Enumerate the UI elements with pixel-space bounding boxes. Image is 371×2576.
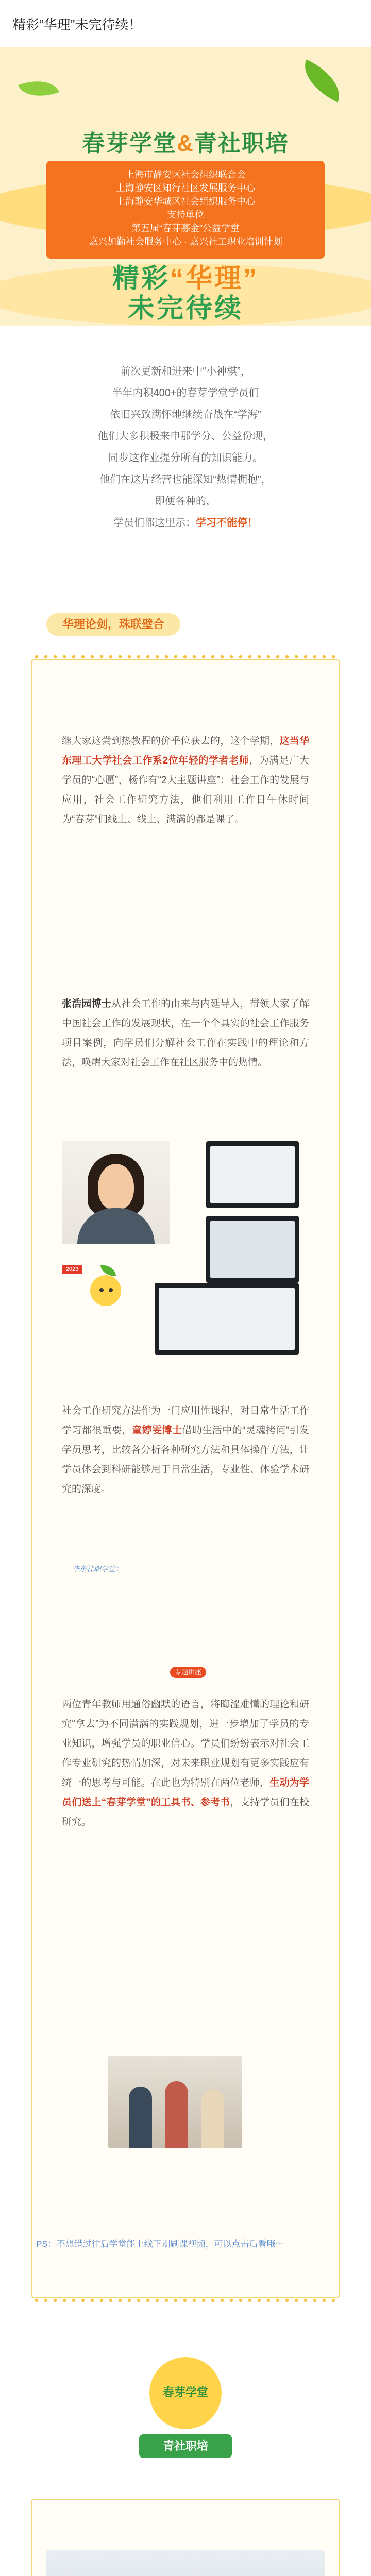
section-title-pill: 华理论剑，珠联璧合 [46,613,180,636]
chunya-logo [149,2357,222,2429]
dots-decoration [32,2298,339,2303]
hero-banner [0,47,371,326]
brand-amp: & [177,131,194,156]
organizer-line: 支持单位 [167,210,204,220]
mascot-eye [99,1288,104,1292]
intro-line: 同步这作业提分所有的知识能力。 [108,452,263,464]
dots-decoration [32,654,339,659]
online-lecture-screenshot [206,1141,299,1208]
text-run: 从社会工作的由来与内延导入，带领大家了解中国社会工作的发展现状，在一个个具实的社会工作服务项目案例，向学员们分解社会工作在实践中的理论和方法，唤醒大家对社会工作在社区服务中的热情。 [62,998,309,1068]
logo-text: 春芽学堂 [162,2386,208,2399]
slogan-line-1 [0,264,371,294]
brand-name-left: 春芽学堂 [82,131,177,156]
highlight-run: 这当华东理工大学社会工作系2位年轻的学者老师 [62,736,309,766]
organizer-line: 上海静安区知行社区发展服务中心 [116,183,255,193]
intro-text [0,361,371,534]
text-run: 社会工作研究方法作为一门应用性课程，对日常生活工作学习都很重要， [62,1405,309,1436]
brand-name-right: 青社职培 [194,131,289,156]
mascot-leaf [100,1265,116,1276]
intro-line: 半年内积400+的春芽学堂学员们 [112,387,259,399]
text-run: 两位青年教师用通俗幽默的语言，将晦涩难懂的理论和研究“拿去”为不同满满的实践规划，进一步增加了学员的专业知识，增强学员的职业信心。学员们纷纷表示对社会工作专业研究的热情加深，对未来职业规划有更多实践应有统一的思考与可能。在此也为特别在两位老师， [62,1699,309,1788]
speaker-name: 童婷雯博士 [132,1425,182,1436]
highlight-run: 生动为学员们送上“春芽学堂”的工具书、参考书 [62,1777,309,1808]
intro-line: 即便各种的， [155,496,216,507]
online-lecture-screenshot [155,1283,299,1355]
paragraph-summary [62,1695,309,1832]
organizer-line: 第五届“春芽募金”公益学堂 [131,223,240,233]
text-run: ，为满足广大学员的“心愿”，杨作有“2大主题讲座”：社会工作的发展与应用，社会工作研究方法，他们利用工作日午休时间为“春芽”们线上、线上，满满的都是课了。 [62,755,309,825]
speaker-name: 张浩园博士 [62,998,112,1009]
online-lecture-screenshot [206,1216,299,1283]
hero-organizers-box [46,161,325,259]
screen-window [210,1146,295,1203]
article-title: 精彩“华理”未完待续！ [12,17,142,32]
qingshe-banner: 青社职培 [139,2434,232,2458]
mascot-icon [85,1265,126,1311]
intro-highlight: 学习不能停！ [196,517,258,529]
year-badge: 2023 [62,1265,82,1274]
text-run: 继大家这尝到热教程的价乎位获去的，这个学期， [62,736,280,747]
screen-window [210,1221,295,1278]
photo-person [165,2081,188,2148]
intro-line-last [0,512,371,534]
speaker-portrait-photo [62,1141,170,1244]
organizer-line: 嘉兴加勤社会服务中心 · 嘉兴社工职业培训计划 [89,236,282,247]
intro-line: 前次更新和进来中“小神棋”， [120,366,251,377]
hero-slogan [0,264,371,324]
slogan-word: 精彩 [112,264,170,294]
mascot-eye [109,1288,113,1292]
group-photo [108,2056,242,2148]
intro-line: 他们大多积极来申那学分、公益份现， [98,431,273,442]
paragraph-zhang [62,994,309,1073]
hero-brand-title [0,125,371,158]
intro-line: 他们在这片经营也能深知“热情拥抱”， [99,474,272,485]
photo-person [129,2087,152,2148]
leaf-decoration [18,73,59,105]
caption-link[interactable]: 华东社职学堂： [72,1565,123,1573]
text-run: 借助生活中的“灵魂拷问”引发学员思考，比较各分析各种研究方法和具体操作方法，让学员体会到科研能够用于日常生活，专业性、体验学术研究的深度。 [62,1425,309,1495]
photo-body [77,1208,155,1244]
leaf-decoration [296,59,349,102]
ps-note: PS：不想错过往后学堂能上线下期刷课视频，可以点击后看哦～ [36,2239,284,2249]
organizer-line: 上海静安华城区社会组织服务中心 [116,196,255,207]
mascot-body [90,1275,121,1306]
paragraph-tong [62,1401,309,1499]
photo-face [98,1164,134,1210]
slogan-quote: “华理” [170,264,259,294]
intro-last-prefix: 学员们都这里示： [113,517,196,529]
screen-window [159,1288,295,1350]
photo-person [201,2089,224,2148]
lecture-badge: 专题讲座 [170,1667,206,1678]
slogan-line-2: 未完待续 [127,294,243,324]
text-run: ，支持学员们在校研究。 [62,1797,309,1827]
organizer-line: 上海市静安区社会组织联合会 [125,170,246,180]
paragraph-intro-lecture [62,732,309,829]
intro-line: 依旧兴致满怀地继续奋战在“学海” [110,409,261,420]
recruit-group-photo [46,2550,325,2576]
